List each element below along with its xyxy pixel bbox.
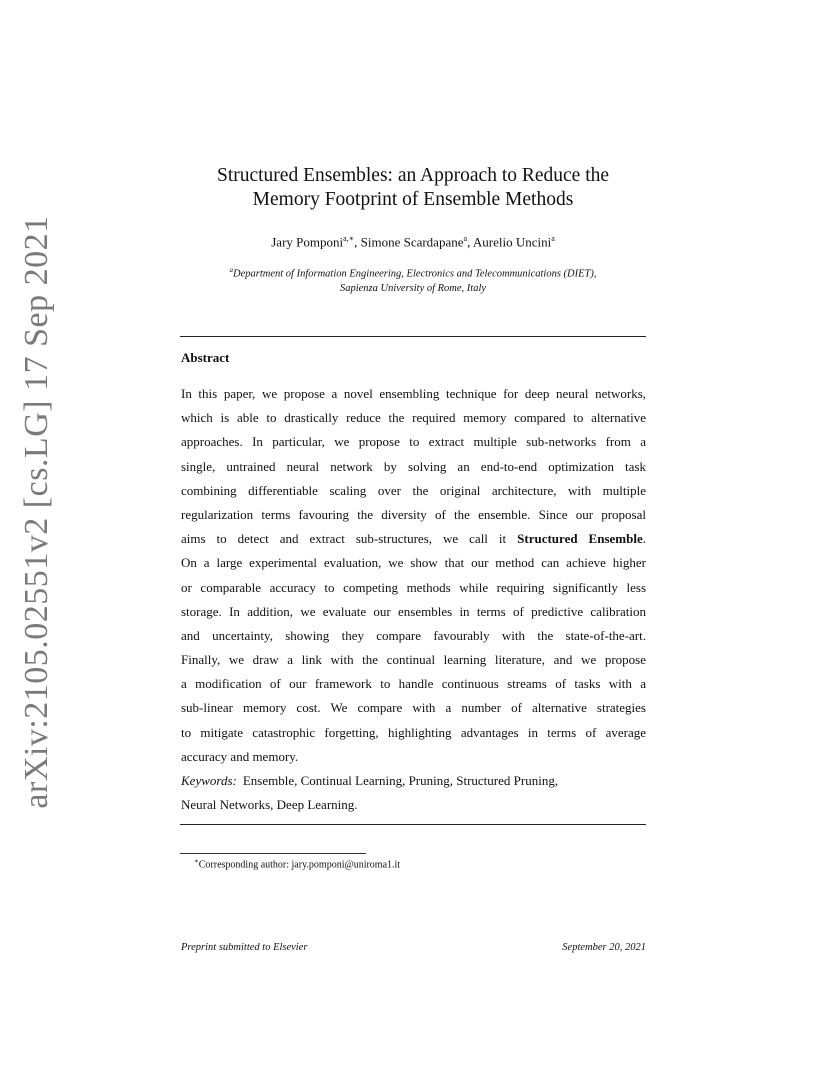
method-name-period: .: [642, 531, 646, 547]
keywords-label: Keywords:: [181, 773, 237, 788]
top-rule: [180, 336, 646, 337]
method-name: Structured Ensemble: [517, 531, 643, 547]
abstract-line: single, untrained neural network by solving an end-to-end optimization task: [181, 458, 646, 474]
abstract-line: sub-linear memory cost. We compare with a number of alternative strategies: [181, 700, 646, 716]
author-name: Jary Pomponi: [271, 234, 344, 250]
arxiv-identifier: arXiv:2105.02551v2 [cs.LG] 17 Sep 2021: [18, 215, 55, 809]
affiliation-line-2: Sapienza University of Rome, Italy: [339, 282, 487, 294]
keywords-line-1: [181, 770, 646, 794]
footnote-mark: ∗: [194, 857, 199, 865]
abstract-line: accuracy and memory.: [181, 748, 299, 764]
author-separator: ,: [354, 234, 361, 250]
author-affiliation-mark: a,∗: [343, 234, 355, 243]
abstract-heading: Abstract: [181, 350, 230, 365]
footnote-rule: [180, 853, 366, 854]
author-name: Simone Scardapane: [360, 234, 464, 250]
title-line-1: Structured Ensembles: an Approach to Reduce the: [216, 165, 610, 186]
author-name: Aurelio Uncini: [472, 234, 552, 250]
keywords: [181, 770, 646, 818]
abstract-line: In this paper, we propose a novel ensembling technique for deep neural networks,: [181, 386, 646, 401]
abstract-line: storage. In addition, we evaluate our ensembles in terms of predictive calibration: [181, 603, 646, 619]
abstract-line-with-term: [181, 527, 646, 551]
title-line-2: Memory Footprint of Ensemble Methods: [252, 189, 574, 210]
abstract-line: to mitigate catastrophic forgetting, highlighting advantages in terms of average: [181, 724, 646, 740]
footer-preprint-note: Preprint submitted to Elsevier: [181, 942, 308, 953]
abstract-line: or comparable accuracy to competing methods while requiring significantly less: [181, 579, 646, 595]
keywords-line-2: Neural Networks, Deep Learning.: [181, 797, 358, 812]
paper-title: [180, 164, 646, 212]
affiliation-line-1: [160, 263, 666, 282]
abstract-line: On a large experimental evaluation, we show that our method can achieve higher: [181, 555, 646, 571]
author-list: [180, 234, 646, 250]
abstract-line-text: aims to detect and extract sub-structures, we call it: [181, 531, 518, 547]
abstract-line: and uncertainty, showing they compare favourably with the state-of-the-art.: [181, 627, 646, 643]
abstract-line: Finally, we draw a link with the continual learning literature, and we propose: [181, 652, 646, 668]
footnote: [194, 857, 400, 870]
author-affiliation-mark: a: [551, 234, 555, 243]
footer-date: September 20, 2021: [562, 942, 646, 953]
abstract-line: combining differentiable scaling over the original architecture, with multiple: [181, 482, 646, 498]
author-affiliation-mark: a: [463, 234, 468, 243]
abstract-line: approaches. In particular, we propose to extract multiple sub-networks from a: [181, 434, 646, 450]
affiliation: [160, 263, 666, 296]
abstract-line: which is able to drastically reduce the required memory compared to alternative: [181, 410, 646, 426]
affiliation-text: Department of Information Engineering, Electronics and Telecommunications (DIET),: [233, 268, 597, 280]
abstract-line: a modification of our framework to handle continuous streams of tasks with a: [181, 676, 646, 692]
author-separator: ,: [467, 234, 473, 250]
keywords-text: Ensemble, Continual Learning, Pruning, Structured Pruning,: [242, 773, 559, 788]
abstract-line: regularization terms favouring the diversity of the ensemble. Since our proposal: [181, 506, 646, 522]
bottom-rule: [180, 824, 646, 825]
footnote-text: Corresponding author: jary.pomponi@uniroma1.it: [198, 859, 401, 871]
abstract-body: [181, 382, 646, 769]
affiliation-mark: a: [229, 266, 234, 274]
